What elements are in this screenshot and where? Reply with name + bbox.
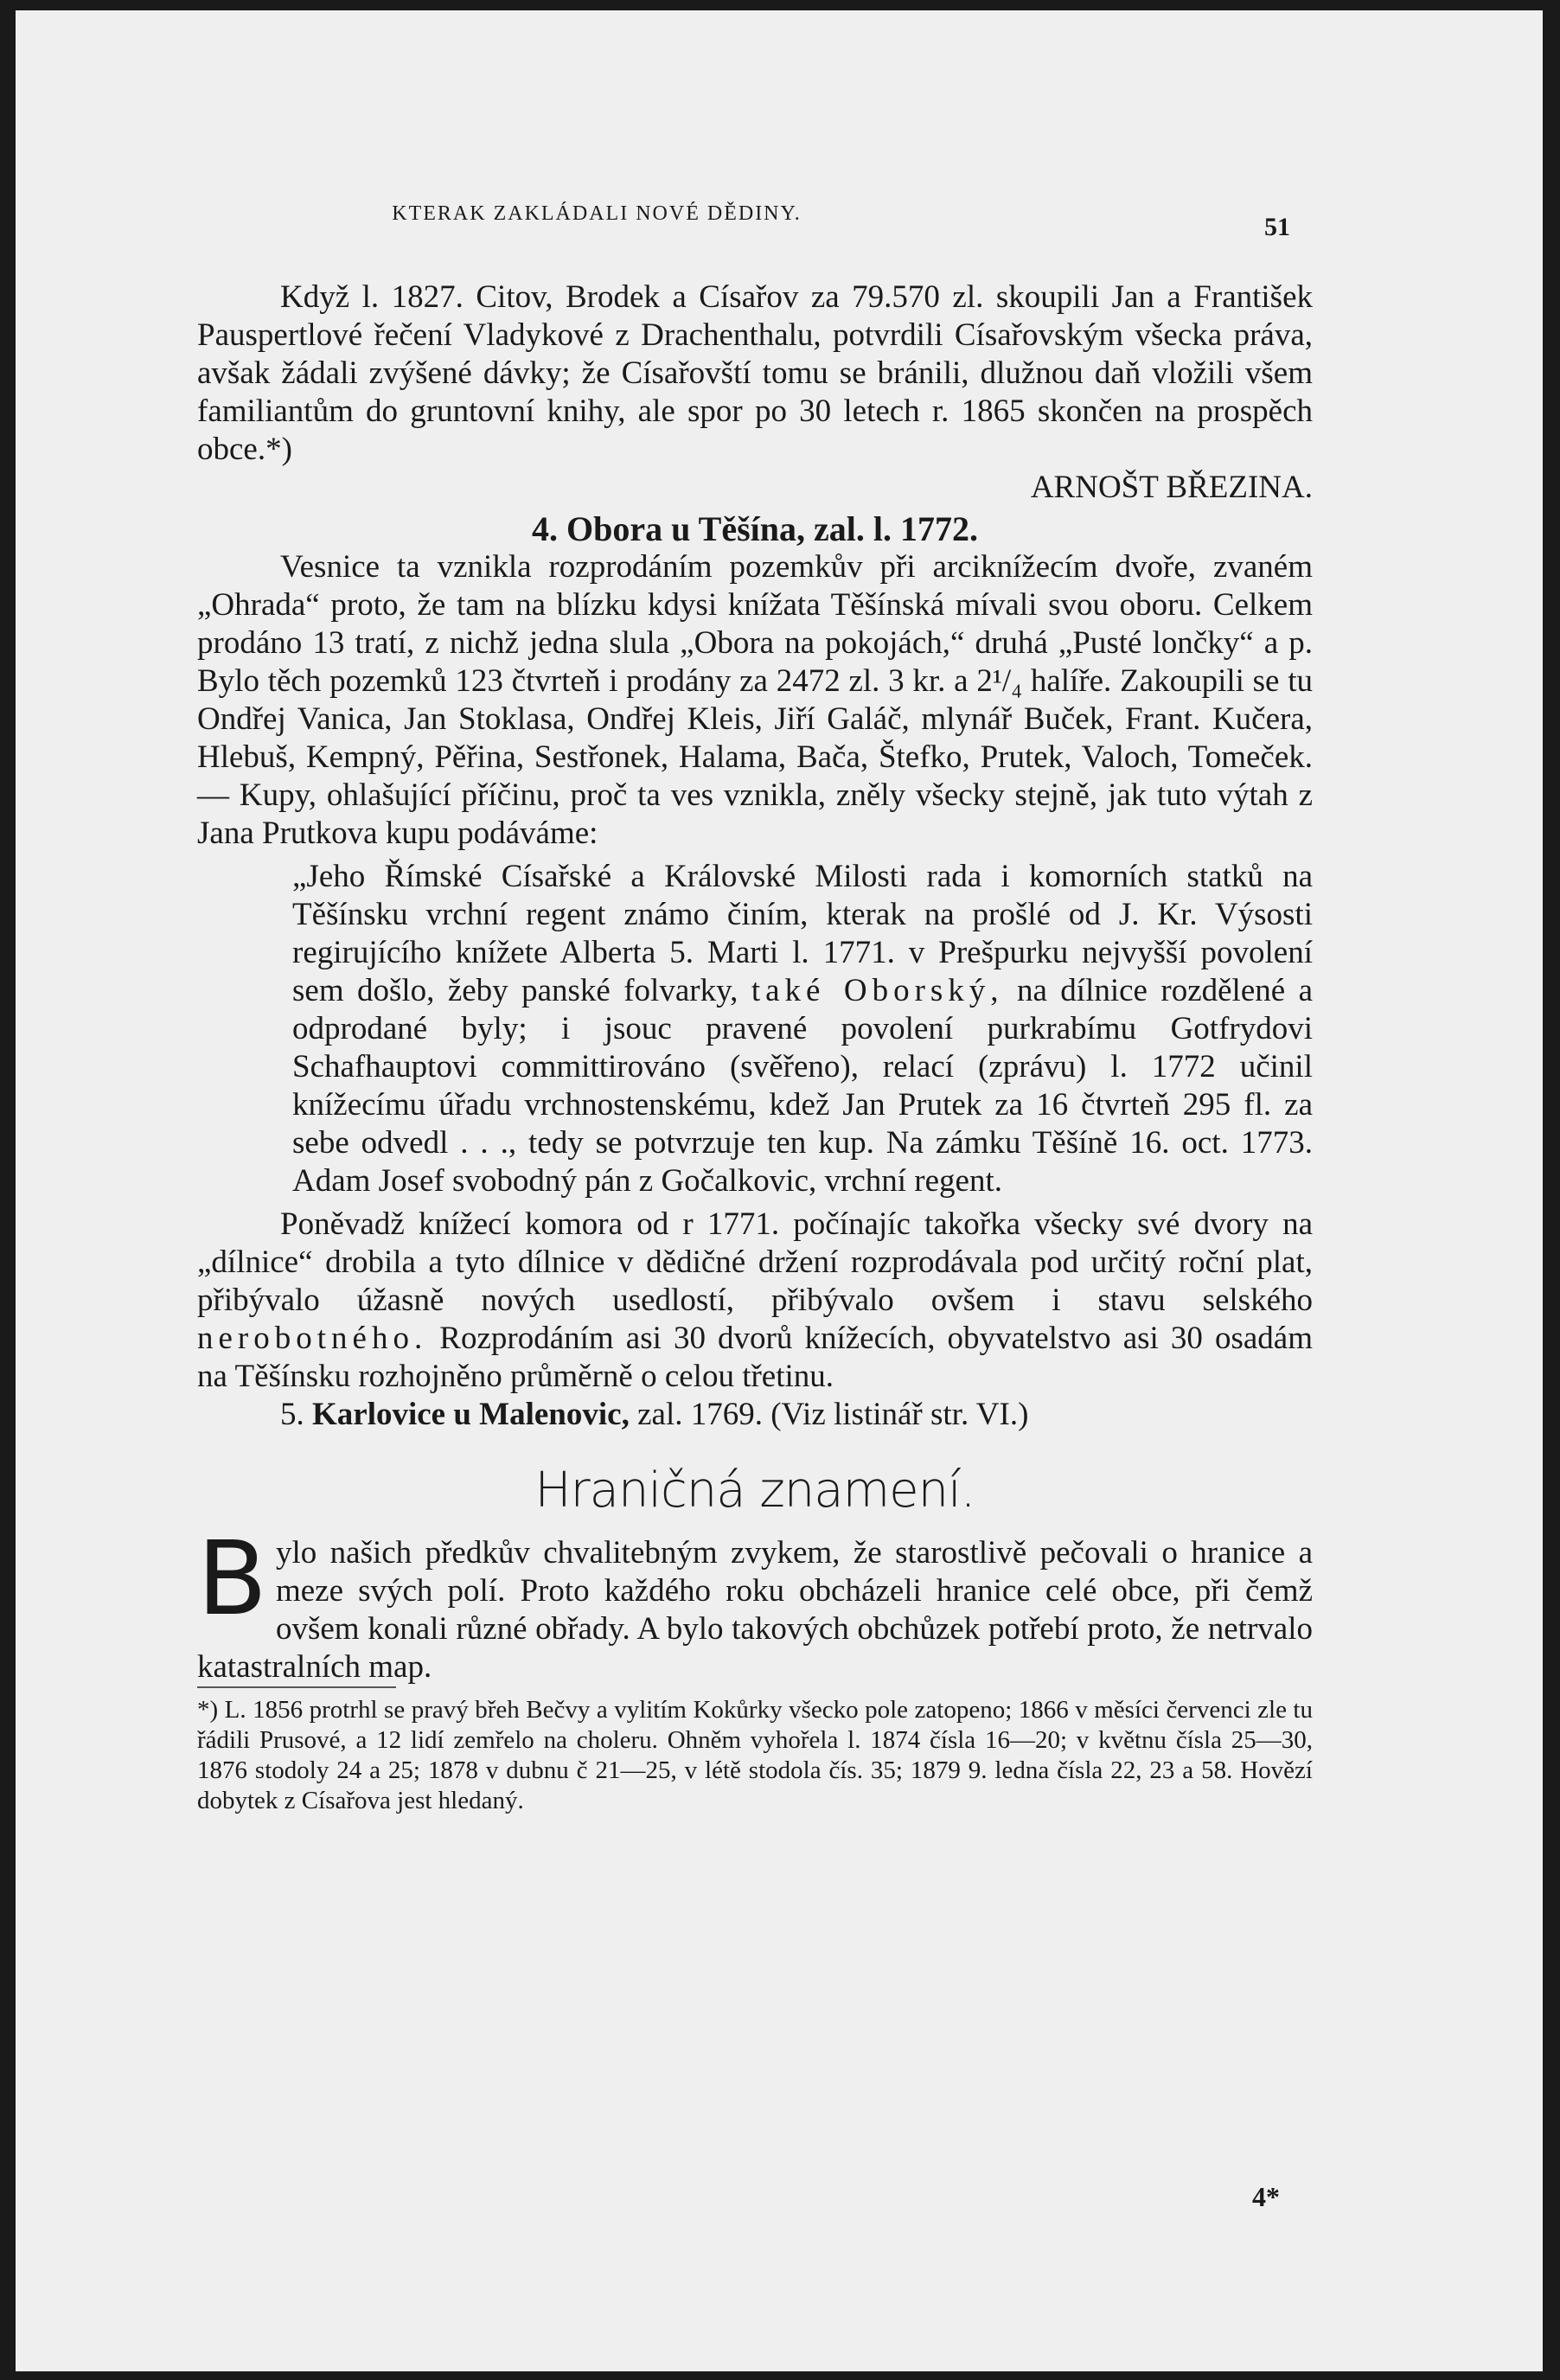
author-signature: ARNOŠT BŘEZINA.	[1030, 470, 1313, 505]
chapter-heading: Hraničná znamení.	[534, 1462, 975, 1519]
komora-part-a: Poněvadž knížecí komora od r 1771. počínajíc takořka všecky své dvory na „dílnice“ drobila a tyto dílnice v dědičné držení rozprodávala pod určitý roční plat, přibývalo úžasně nových usedlostí, přibývalo ovšem i stavu selského	[197, 1206, 1313, 1318]
page-number: 51	[1264, 213, 1290, 241]
page-body	[197, 278, 1313, 1816]
running-header	[16, 202, 1543, 241]
komora-spaced-text: nerobotného.	[197, 1321, 428, 1356]
section5-rest: zal. 1769. (Viz listinář str. VI.)	[637, 1397, 1029, 1432]
komora-part-b: Rozprodáním asi 30 dvorů knížecích, obyvatelstvo asi 30 osadám na Těšínsku rozhojněno průměrně o celou třetinu.	[197, 1321, 1313, 1394]
quote-part-b: na dílnice rozdělené a odprodané byly; i jsouc pravené povolení purkrabímu Gotfrydovi Schafhauptovi committirováno (svěřeno), relací (zprávu) l. 1772 učinil knížecímu úřadu vrchnostenskému, kdež Jan Prutek za 16 čtvrteň 295 fl. za sebe odvedl . . ., tedy se potvrzuje ten kup. Na zámku Těšíně 16. oct. 1773. Adam Josef svobodný pán z Gočalkovic, vrchní regent.	[292, 973, 1313, 1199]
paragraph-citov: Když l. 1827. Citov, Brodek a Císařov za 79.570 zl. skoupili Jan a František Pauspertlové řečení Vladykové z Drachenthalu, potvrdili Císařovským všecka práva, avšak žádali zvýšené dávky; že Císařovští tomu se bránili, dlužnou daň vložili všem familiantům do gruntovní knihy, ale spor po 30 letech r. 1865 skončen na prospěch obce.*)	[197, 279, 1313, 467]
paragraph-obora: Vesnice ta vznikla rozprodáním pozemkův při arciknížecím dvoře, zvaném „Ohrada“ proto, že tam na blízku kdysi knížata Těšínská mívali svou oboru. Celkem prodáno 13 tratí, z nichž jedna slula „Obora na pokojách,“ druhá „Pusté lončky“ a p. Bylo těch pozemků 123 čtvrteň i prodány za 2472 zl. 3 kr. a 2¹/₄ halíře. Zakoupili se tu Ondřej Vanica, Jan Stoklasa, Ondřej Kleis, Jiří Galáč, mlynář Buček, Frant. Kučera, Hlebuš, Kempný, Pěřina, Sestřonek, Halama, Bača, Štefko, Prutek, Valoch, Tomeček. — Kupy, ohlašující příčinu, proč ta ves vznikla, zněly všecky stejně, jak tuto výtah z Jana Prutkova kupu podáváme:	[197, 549, 1313, 851]
footnote: *) L. 1856 protrhl se pravý břeh Bečvy a vylitím Kokůrky všecko pole zatopeno; 1866 v měsíci červenci zle tu řádili Prusové, a 12 lidí zemřelo na choleru. Ohněm vyhořela l. 1874 čísla 16—20; v květnu čísla 25—30, 1876 stodoly 24 a 25; 1878 v dubnu č 21—25, v létě stodola čís. 35; 1879 9. ledna čísla 22, 23 a 58. Hovězí dobytek z Císařova jest hledaný.	[197, 1696, 1313, 1814]
section5-number: 5.	[280, 1397, 304, 1432]
section-heading-obora: 4. Obora u Těšína, zal. l. 1772.	[532, 509, 978, 548]
book-page	[16, 10, 1543, 2371]
signature-mark: 4*	[1252, 2181, 1280, 2212]
paragraph-hranice	[197, 1519, 1313, 1686]
drop-cap: B	[197, 1519, 267, 1638]
quote-part-a: „Jeho Římské Císařské a Královské Milosti rada i komorních statků na Těšínsku vrchní regent známo činím, kterak na prošlé od J. Kr. Výsosti regirujícího knížete Alberta 5. Marti l. 1771. v Prešpurku nejvyšší povolení sem došlo, žeby panské folvarky,	[292, 859, 1313, 1008]
paragraph-komora	[197, 1206, 1313, 1396]
hranice-text: ylo našich předkův chvalitebným zvykem, že starostlivě pečovali o hranice a meze svých polí. Proto každého roku obcházeli hranice celé obce, při čemž ovšem konali různé obřady. A bylo takových obchůzek potřebí proto, že netrvalo katastralních map.	[197, 1535, 1313, 1685]
section5-title: Karlovice u Malenovic,	[312, 1397, 630, 1432]
section-karlovice	[197, 1396, 1313, 1434]
quoted-deed	[292, 858, 1313, 1200]
quote-spaced-text: také Oborský,	[751, 973, 1004, 1008]
header-title: KTERAK ZAKLÁDALI NOVÉ DĚDINY.	[392, 202, 802, 225]
footnote-rule	[197, 1686, 396, 1688]
